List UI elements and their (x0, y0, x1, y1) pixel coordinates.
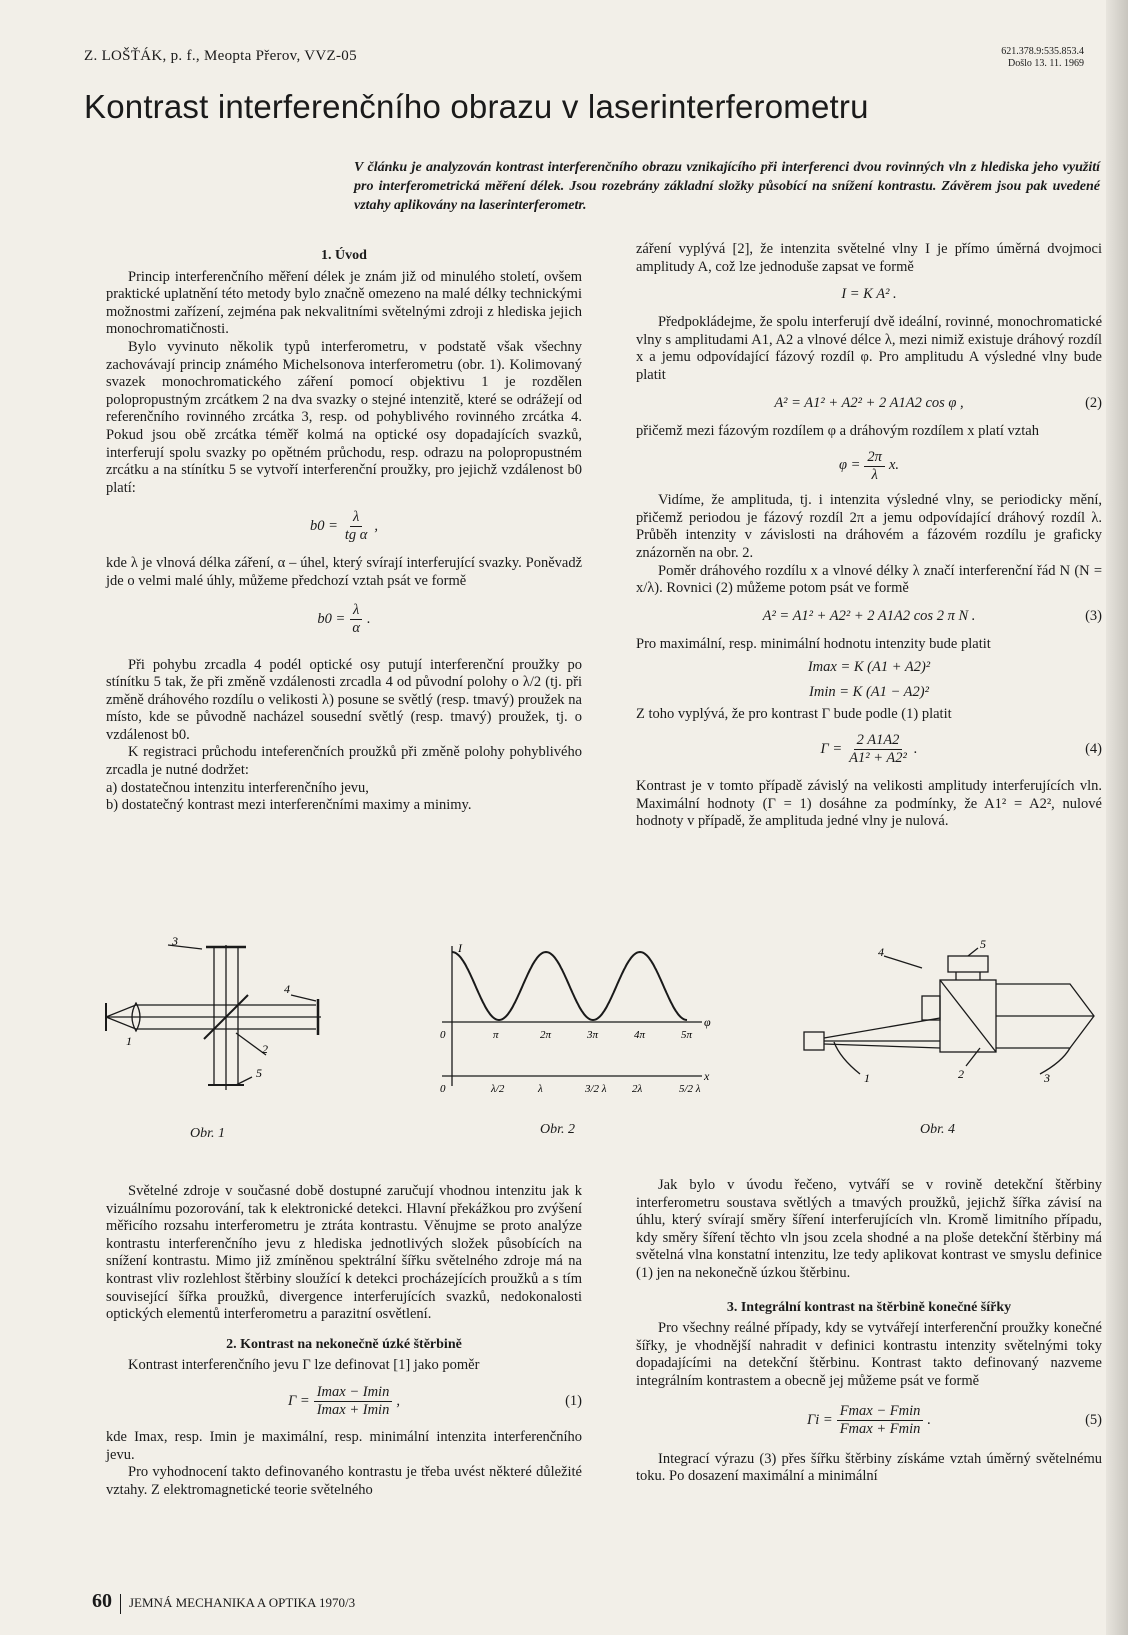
eq-fraction (349, 602, 363, 637)
figure-1-michelson-diagram (96, 935, 336, 1115)
phase-tick-label: 5π (681, 1029, 693, 1041)
page-number: 60 (92, 1590, 112, 1612)
eq-lhs: Γi = (807, 1411, 833, 1428)
figure-2-intensity-graph (412, 938, 712, 1098)
phase-tick-label: π (493, 1029, 499, 1041)
article-title: Kontrast interferenčního obrazu v laserinterferometru (84, 88, 869, 125)
path-tick-label: 5/2 λ (679, 1083, 701, 1095)
figure-2-caption: Obr. 2 (540, 1122, 576, 1137)
journal-name: JEMNÁ MECHANIKA A OPTIKA 1970/3 (129, 1595, 356, 1610)
page-edge-shadow (1106, 0, 1128, 1635)
eq-number: (5) (1085, 1411, 1102, 1428)
equation-imax (636, 656, 1102, 678)
eq-numerator: λ (350, 602, 362, 620)
eq-fraction (314, 1384, 393, 1419)
paragraph: Předpokládejme, že spolu interferují dvě ideální, rovinné, monochromatické vlny s amplitudami A1, A2 a vlnové délce λ, mezi nimiž existuje dráhový rozdíl x a jemu odpovídající fázový rozdíl φ. Pro amplitudu A výsledné vlny bude platit (636, 314, 1102, 383)
fig1-label-1: 1 (126, 1034, 132, 1048)
fig1-label-3: 3 (172, 935, 178, 948)
eq-text: A² = A1² + A2² + 2 A1A2 cos 2 π N . (762, 607, 976, 624)
axis-label-path: x (704, 1069, 710, 1083)
eq-denominator: Imax + Imin (316, 1402, 390, 1419)
paragraph: Princip interferenčního měření délek je znám již od minulého století, ovšem praktické uplatnění této metody bylo značně omezeno na malé délky technickými možnostmi zařízení, zejména pak nekvalitními světelnými zdroji z hlediska jejich monochromatičnosti. (106, 268, 582, 338)
eq-number: (3) (1085, 607, 1102, 624)
phase-tick-label: 4π (634, 1029, 646, 1041)
leader-line (834, 1042, 860, 1074)
eq-number: (4) (1085, 741, 1102, 758)
fig4-label-5: 5 (980, 938, 986, 951)
paragraph: kde λ je vlnová délka záření, α – úhel, který svírají interferující svazky. Poněvadž jde o velmi malé úhly, můžeme předchozí vztah psát ve formě (106, 555, 582, 589)
right-column-top (636, 241, 1102, 831)
path-tick-labels (440, 1083, 701, 1095)
leader-line (968, 948, 978, 956)
paragraph: Vidíme, že amplituda, tj. i intenzita výsledné vlny, se periodicky mění, přičemž periodou je fázový rozdíl 2π a jemu odpovídající dráhový rozdíl λ. Průběh intenzity v závislosti na dráhovém a fázovém rozdílu je graficky znázorněn na obr. 2. (636, 492, 1102, 561)
paragraph: přičemž mezi fázovým rozdílem φ a dráhovým rozdílem x platí vztah (636, 422, 1039, 439)
udc-block (1001, 46, 1084, 70)
phase-tick-label: 2π (540, 1029, 552, 1041)
fig1-label-4: 4 (284, 982, 290, 996)
path-tick-label: λ (538, 1083, 543, 1095)
paragraph: Jak bylo v úvodu řečeno, vytváří se v rovině detekční štěrbiny interferometru soustava světlých a tmavých proužků, jejichž šířka závisí na úhlu, který svírají směry šíření interferujících vln. Kromě limitního případu, kdy směry šíření těchto vln jsou zcela shodné a na ploše detekční štěrbiny má světelná vlna konstatní intenzitu, lze tedy aplikovat kontrast ve smyslu definice (1) jen na nekonečně úzkou štěrbinu. (636, 1177, 1102, 1281)
figure-4-laserinterferometer (800, 938, 1100, 1098)
fig4-label-2: 2 (958, 1067, 964, 1081)
figure-1-caption: Obr. 1 (190, 1126, 226, 1141)
footer-divider (120, 1594, 121, 1614)
leader-line (291, 995, 316, 1001)
equation-b0-approx: b0 = $\frac{\lambda}{\alpha}$ . (317, 602, 371, 636)
path-tick-label: 2λ (632, 1083, 643, 1095)
phase-tick-labels (440, 1029, 693, 1041)
paragraph: Bylo vyvinuto několik typů interferometru, v podstatě však všechny zachovávají princip známého Michelsonova interferometru (obr. 1). Kolimovaný svazek monochromatického záření pomocí objektivu 1 je rozdělen polopropustným zrcátkem 2 na dva svazky o stejné intenzitě, které se odrážejí od referenčního rovinného zrcátka 3, resp. od pohyblivého rovinného zrcátka 4. Pokud jsou obě zrcátka téměř kolmá na optické osy dopadajících svazků, interferují spolu svazky po opětném průchodu, resp. odrazu na polopropustném zrcátku a na stínítku 5 se vytvoří interferenční proužky, pro jejichž vzdálenost b0 platí: (106, 338, 582, 496)
figure-4-caption: Obr. 4 (920, 1122, 956, 1137)
fig1-label-5: 5 (256, 1066, 262, 1080)
eq-numerator: 2 A1A2 (854, 732, 903, 750)
author-line: Z. LOŠŤÁK, p. f., Meopta Přerov, VVZ-05 (84, 48, 357, 64)
eq-text: Imax = K (A1 + A2)² (807, 658, 931, 675)
equation-imin (636, 681, 1102, 703)
paragraph: Integrací výrazu (3) přes šířku štěrbiny získáme vztah úměrný světelnému toku. Po dosazení maximální a minimální (636, 1450, 1102, 1485)
eq-number: (2) (1085, 394, 1102, 411)
eq-lhs: b0 = (309, 517, 338, 534)
eq-fraction (846, 732, 910, 767)
section-3-heading: 3. Integrální kontrast na štěrbině konečné šířky (726, 1299, 1012, 1315)
phase-tick-label: 0 (440, 1029, 446, 1041)
eq-number: (1) (565, 1393, 582, 1410)
eq-fraction (864, 449, 885, 484)
paragraph: Kontrast je v tomto případě závislý na velikosti amplitudy interferujících vln. Maximální hodnoty (Γ = 1) dosáhne za podmínky, že A1² = A2², nulové hodnoty v případě, že amplituda jedné vlny je nulová. (636, 777, 1102, 830)
eq-numerator: λ (350, 509, 362, 527)
axis-label-phase: φ (704, 1015, 711, 1029)
fig1-label-2: 2 (262, 1042, 268, 1056)
eq-denominator: Fmax + Fmin (839, 1421, 921, 1438)
eq-numerator: Imax − Imin (314, 1384, 393, 1402)
intensity-curve (452, 952, 687, 1020)
leader-line (966, 1048, 980, 1066)
paragraph: Poměr dráhového rozdílu x a vlnové délky λ značí interferenční řád N (N = x/λ). Rovnici (2) můžeme potom psát ve formě (636, 562, 1102, 597)
eq-fraction (837, 1403, 924, 1438)
eq-denominator: α (352, 620, 360, 636)
paragraph: Světelné zdroje v současné době dostupné zaručují vhodnou intenzitu jak k vizuálnímu pozorování, tak k elektronické detekci. Hlavní překážkou pro zvýšení měřicího rozsahu interferometru je ztráta kontrastu. Věnujme se proto analýze kontrastu interferenčního jevu z hlediska jednotlivých složek působících na snížení kontrastu. Mimo již zmíněnou spektrální šířku světelného zdroje má na kontrast vliv rozlehlost štěrbiny sloužící k detekci procházejících proužků a s tím související šířka proužků, divergence interferujících svazků, nedokonalosti optických elementů interferometru a parazitní osvětlení. (106, 1183, 582, 1323)
splitter-diagonal (940, 980, 996, 1052)
eq-lhs: Γ = (288, 1393, 310, 1410)
eq-numerator: Fmax − Fmin (837, 1403, 924, 1421)
eq-lhs: Γ = (820, 741, 843, 758)
eq-denominator: tg α (344, 526, 368, 543)
path-tick-label: 3/2 λ (585, 1083, 607, 1095)
udc-number: 621.378.9:535.853.4 (1001, 46, 1084, 57)
paragraph: K registraci průchodu inteferenčních proužků při změně polohy pohyblivého zrcadla je nutné dodržet: (106, 744, 582, 779)
left-column-top (106, 241, 582, 815)
eq-denominator: A1² + A2² (849, 750, 907, 767)
list-item: a) dostatečnou intenzitu interferenčního jevu, (106, 779, 369, 796)
paragraph: Pro maximální, resp. minimální hodnotu intenzity bude platit (636, 635, 991, 652)
fig4-label-3: 3 (1044, 1071, 1050, 1085)
eq-text: A² = A1² + A2² + 2 A1A2 cos φ , (774, 394, 964, 411)
eq-text: Imin = K (A1 − A2)² (809, 683, 929, 700)
left-column-bottom (106, 1183, 582, 1499)
path-tick-label: λ/2 (491, 1083, 505, 1095)
paragraph: Pro vyhodnocení takto definovaného kontrastu je třeba uvést některé důležité vztahy. Z elektromagnetické teorie světelného (106, 1464, 582, 1498)
phase-tick-label: 3π (587, 1029, 599, 1041)
detector (922, 996, 940, 1020)
fig4-label-4: 4 (878, 945, 884, 959)
laser-source (804, 1032, 824, 1050)
section-1-heading: 1. Úvod (321, 248, 367, 263)
equation-intensity (636, 282, 1102, 308)
eq-numerator: 2π (864, 449, 885, 467)
received-date: Došlo 13. 11. 1969 (1007, 58, 1084, 69)
equation-3 (636, 604, 1102, 630)
equation-4: Γ = $\frac{2 A1A2}{\text{A1² + A2²}}$ . (4) (820, 732, 1102, 767)
right-column-bottom (636, 1177, 1102, 1486)
paragraph: kde Imax, resp. Imin je maximální, resp. minimální intenzita interferenčního jevu. (106, 1428, 582, 1463)
paragraph: Pro všechny reálné případy, kdy se vytvářejí interferenční proužky konečné šířky, je vhodnější nahradit v definici kontrastu intenzity světelnými toky dopadajícími na detekční štěrbinu. Kontrast takto definovaný nazveme integrálním kontrastem a obecně jej můžeme psát ve formě (636, 1320, 1102, 1389)
page-footer (92, 1590, 355, 1614)
equation-5: Γi = $\frac{Fmax - Fmin}{Fmax + Fmin}$ . (5) (807, 1403, 1102, 1438)
section-2-heading: 2. Kontrast na nekonečně úzké štěrbině (226, 1336, 462, 1352)
axis-label-intensity: I (458, 941, 462, 955)
beam (824, 1044, 940, 1048)
beam (824, 1018, 940, 1038)
equation-1: Γ = $\frac{Imax - Imin}{Imax + Imin}$ , (1) (288, 1384, 582, 1419)
paragraph: Kontrast interferenčního jevu Γ lze definovat [1] jako poměr (128, 1357, 480, 1374)
equation-phi (636, 446, 1102, 486)
equation-b0: b0 = $\frac{\lambda}{\text{tg α}}$ , (309, 508, 379, 543)
abstract: V článku je analyzován kontrast interferenčního obrazu vznikajícího při interferenci dvou rovinných vln z hlediska jeho využití pro interferometrická měření délek. Jsou rozebrány základní složky působící na snížení kontrastu. Závěrem jsou pak uvedené vztahy aplikovány na laserinterferometr. (354, 160, 1100, 213)
paragraph: Při pohybu zrcadla 4 podél optické osy putují interferenční proužky po stínítku 5 tak, že při změně vzdálenosti zrcadla 4 od původní polohy o λ/2 (tj. při změně dráhového rozdílu o velikosti λ) posune se světlý (resp. tmavý) proužek na místo, kde se původně nacházel sousední světlý (resp. tmavý) proužek, tj. o vzdálenost b0. (106, 656, 582, 743)
leader-line (884, 956, 922, 968)
path-tick-label: 0 (440, 1083, 446, 1095)
eq-denominator: λ (871, 466, 878, 483)
eq-lhs: φ = (838, 457, 861, 474)
list-item: b) dostatečný kontrast mezi interferenčními maximy a minimy. (106, 797, 472, 814)
equation-2 (636, 391, 1102, 417)
eq-lhs: b0 = (317, 610, 346, 627)
paragraph: záření vyplývá [2], že intenzita světelné vlny I je přímo úměrná dvojmoci amplitudy A, což lze jednoduše zapsat ve formě (636, 241, 1102, 275)
paragraph: Z toho vyplývá, že pro kontrast Γ bude podle (1) platit (636, 706, 952, 723)
eq-rhs: x. (888, 457, 899, 474)
fig4-label-1: 1 (864, 1071, 870, 1085)
reference-prism (948, 956, 988, 972)
eq-text: I = K A² . (841, 286, 897, 303)
eq-fraction (342, 509, 371, 544)
